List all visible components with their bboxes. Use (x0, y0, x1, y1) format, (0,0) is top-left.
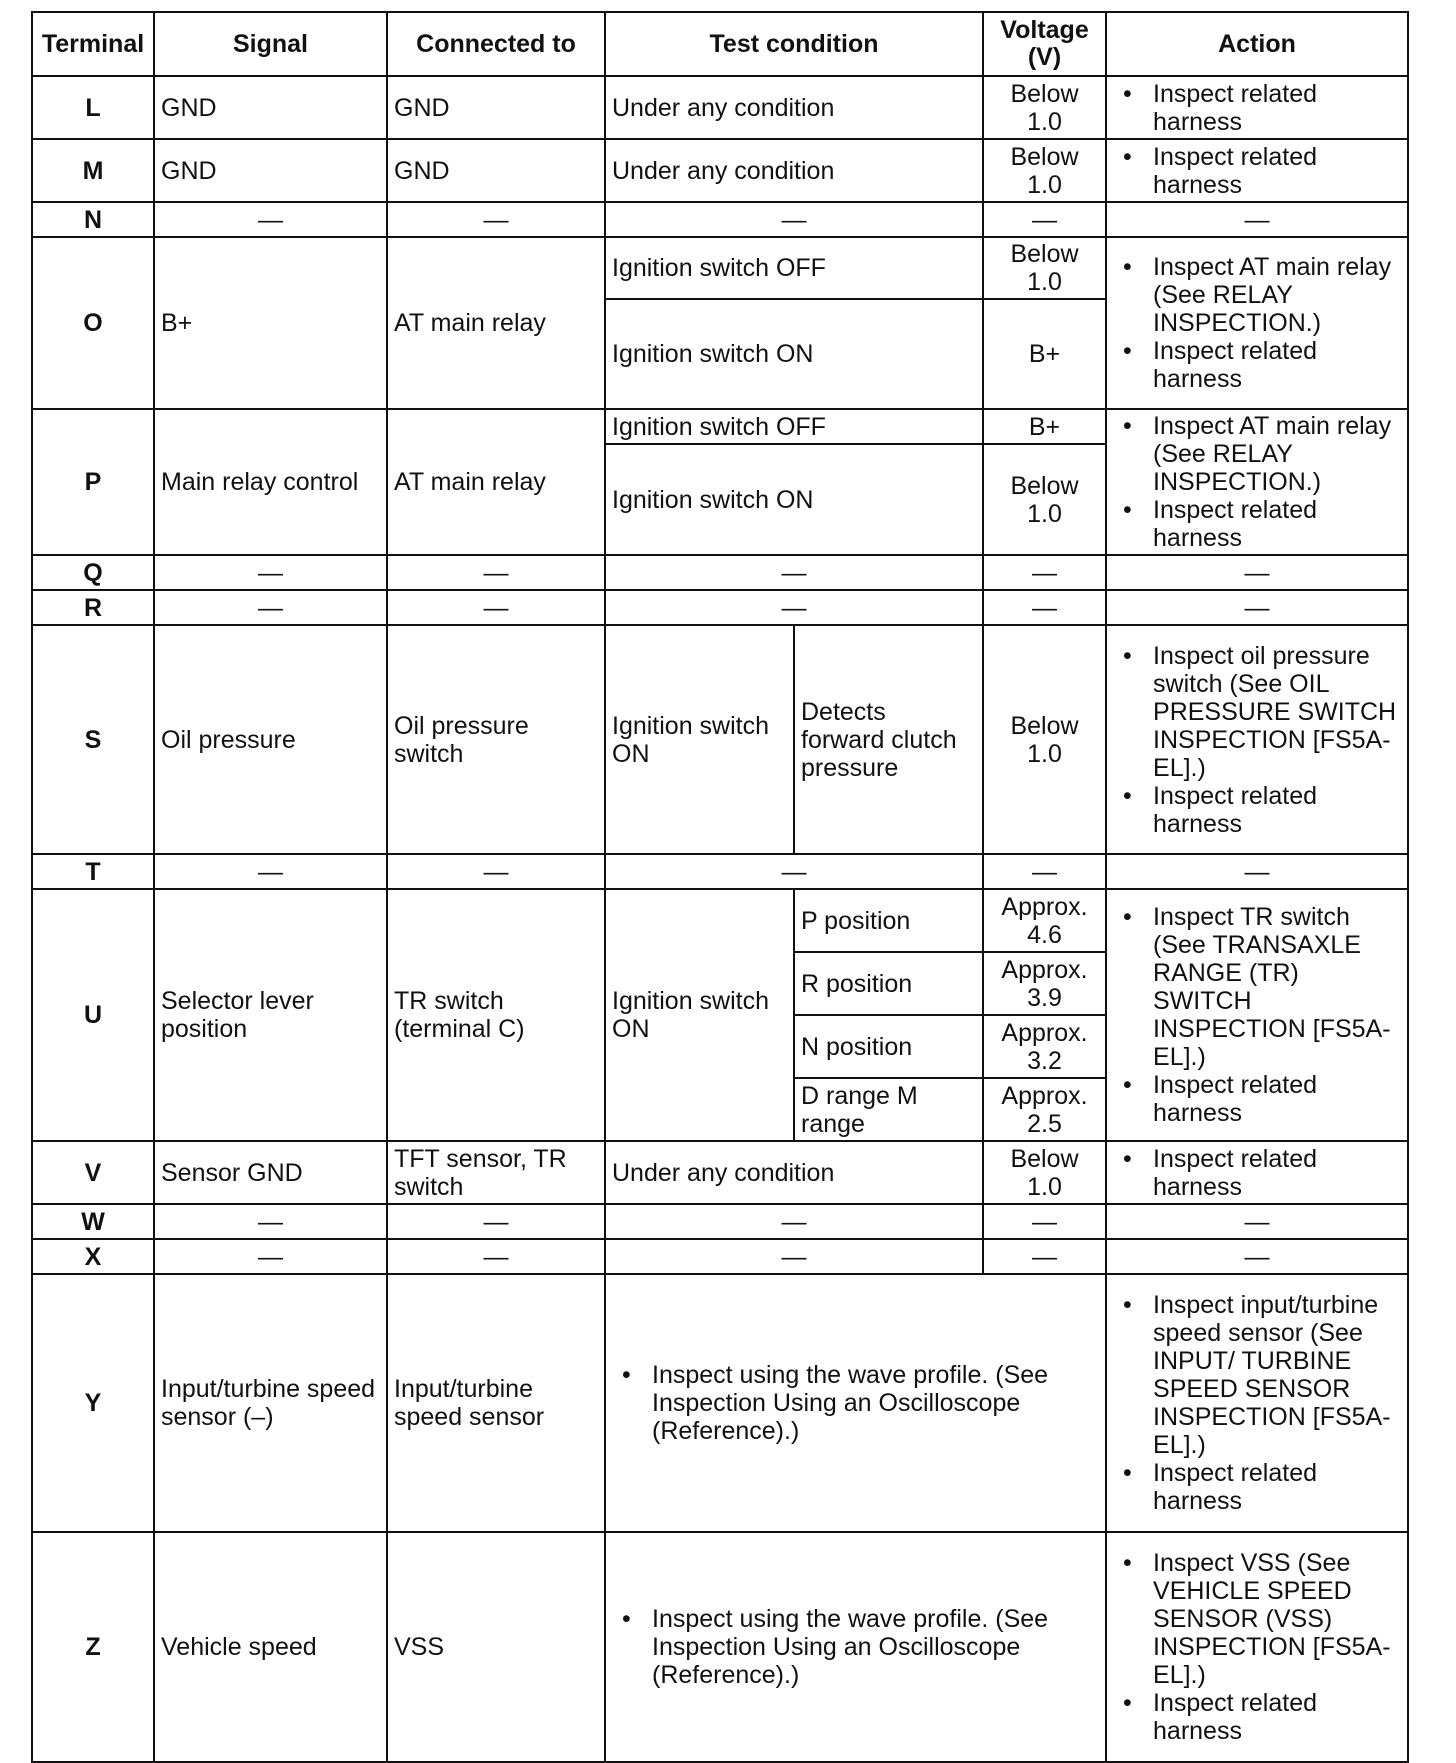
dash-cell: — (387, 202, 605, 237)
dash-cell: — (983, 1204, 1106, 1239)
position-cell: R position (794, 952, 983, 1015)
dash-cell: — (154, 854, 387, 889)
connected-to-cell: Input/turbine speed sensor (387, 1274, 605, 1532)
dash-cell: — (154, 590, 387, 625)
connected-to-cell: GND (387, 139, 605, 202)
dash-cell: — (605, 1239, 983, 1274)
action-item: • Inspect oil pressure switch (See OIL PRESSURE SWITCH INSPECTION [FS5A-EL].) (1113, 642, 1401, 782)
header-voltage: Voltage (V) (983, 12, 1106, 76)
terminal-table (31, 11, 1409, 1763)
dash-cell: — (387, 590, 605, 625)
signal-cell: GND (154, 76, 387, 139)
voltage-cell: Approx. 2.5 (983, 1078, 1106, 1141)
signal-cell: Selector lever position (154, 889, 387, 1141)
dash-cell: — (387, 854, 605, 889)
action-cell (1106, 237, 1408, 409)
table-row (32, 202, 1408, 237)
dash-cell: — (1106, 555, 1408, 590)
wave-inspection-cell (605, 1532, 1106, 1762)
action-item: • Inspect TR switch (See TRANSAXLE RANGE (TR) SWITCH INSPECTION [FS5A-EL].) (1113, 903, 1401, 1071)
terminal-cell: P (32, 409, 154, 555)
connected-to-cell: AT main relay (387, 409, 605, 555)
voltage-cell: B+ (983, 409, 1106, 444)
voltage-cell: Below 1.0 (983, 1141, 1106, 1204)
signal-cell: Sensor GND (154, 1141, 387, 1204)
terminal-cell: N (32, 202, 154, 237)
table-row (32, 76, 1408, 139)
dash-cell: — (605, 1204, 983, 1239)
dash-cell: — (387, 1239, 605, 1274)
connected-to-cell: TFT sensor, TR switch (387, 1141, 605, 1204)
sub-condition-cell: Detects forward clutch pressure (794, 625, 983, 854)
table-row (32, 1274, 1408, 1532)
terminal-cell: Y (32, 1274, 154, 1532)
dash-cell: — (983, 590, 1106, 625)
dash-cell: — (1106, 202, 1408, 237)
dash-cell: — (1106, 854, 1408, 889)
table-row (32, 409, 1408, 444)
dash-cell: — (983, 854, 1106, 889)
action-cell (1106, 76, 1408, 139)
dash-cell: — (605, 202, 983, 237)
test-condition-cell: Ignition switch OFF (605, 409, 983, 444)
terminal-cell: T (32, 854, 154, 889)
signal-cell: GND (154, 139, 387, 202)
signal-cell: Vehicle speed (154, 1532, 387, 1762)
header-row (32, 12, 1408, 76)
position-cell: N position (794, 1015, 983, 1078)
dash-cell: — (154, 1239, 387, 1274)
terminal-cell: Q (32, 555, 154, 590)
dash-cell: — (154, 202, 387, 237)
test-condition-cell: Ignition switch ON (605, 889, 794, 1141)
dash-cell: — (1106, 1239, 1408, 1274)
voltage-cell: Below 1.0 (983, 625, 1106, 854)
test-condition-cell: Under any condition (605, 139, 983, 202)
voltage-cell: Approx. 4.6 (983, 889, 1106, 952)
signal-cell: Main relay control (154, 409, 387, 555)
action-item: • Inspect AT main relay (See RELAY INSPECTION.) (1113, 253, 1401, 337)
terminal-cell: X (32, 1239, 154, 1274)
action-item: • Inspect related harness (1113, 782, 1401, 838)
voltage-cell: Below 1.0 (983, 237, 1106, 299)
action-item: • Inspect related harness (1113, 143, 1401, 199)
table-row (32, 1204, 1408, 1239)
voltage-cell: Approx. 3.9 (983, 952, 1106, 1015)
dash-cell: — (387, 555, 605, 590)
terminal-cell: Z (32, 1532, 154, 1762)
signal-cell: Input/turbine speed sensor (–) (154, 1274, 387, 1532)
table-row (32, 555, 1408, 590)
voltage-cell: Approx. 3.2 (983, 1015, 1106, 1078)
action-cell (1106, 1532, 1408, 1762)
dash-cell: — (605, 555, 983, 590)
action-cell (1106, 1274, 1408, 1532)
action-cell (1106, 889, 1408, 1141)
action-cell (1106, 1141, 1408, 1204)
wave-inspection-cell (605, 1274, 1106, 1532)
voltage-cell: Below 1.0 (983, 76, 1106, 139)
connected-to-cell: VSS (387, 1532, 605, 1762)
table-row (32, 889, 1408, 952)
dash-cell: — (983, 1239, 1106, 1274)
dash-cell: — (983, 202, 1106, 237)
table-row (32, 237, 1408, 299)
header-action: Action (1106, 12, 1408, 76)
terminal-cell: S (32, 625, 154, 854)
table-row (32, 590, 1408, 625)
table-row (32, 1532, 1408, 1762)
voltage-cell: Below 1.0 (983, 139, 1106, 202)
position-cell: P position (794, 889, 983, 952)
terminal-cell: W (32, 1204, 154, 1239)
wave-inspection-item: • Inspect using the wave profile. (See Inspection Using an Oscilloscope (Reference).) (612, 1361, 1099, 1445)
action-item: • Inspect related harness (1113, 1689, 1401, 1745)
action-item: • Inspect related harness (1113, 1459, 1401, 1515)
terminal-cell: L (32, 76, 154, 139)
position-cell: D range M range (794, 1078, 983, 1141)
test-condition-cell: Ignition switch ON (605, 625, 794, 854)
action-item: • Inspect related harness (1113, 1145, 1401, 1201)
signal-cell: Oil pressure (154, 625, 387, 854)
voltage-cell: Below 1.0 (983, 444, 1106, 555)
action-item: • Inspect input/turbine speed sensor (See INPUT/ TURBINE SPEED SENSOR INSPECTION [FS5A-EL].) (1113, 1291, 1401, 1459)
test-condition-cell: Ignition switch ON (605, 299, 983, 409)
terminal-cell: V (32, 1141, 154, 1204)
action-item: • Inspect related harness (1113, 337, 1401, 393)
action-item: • Inspect VSS (See VEHICLE SPEED SENSOR (VSS) INSPECTION [FS5A-EL].) (1113, 1549, 1401, 1689)
dash-cell: — (983, 555, 1106, 590)
terminal-cell: R (32, 590, 154, 625)
connected-to-cell: TR switch (terminal C) (387, 889, 605, 1141)
dash-cell: — (605, 854, 983, 889)
terminal-cell: M (32, 139, 154, 202)
action-item: • Inspect related harness (1113, 80, 1401, 136)
header-terminal: Terminal (32, 12, 154, 76)
header-signal: Signal (154, 12, 387, 76)
dash-cell: — (1106, 1204, 1408, 1239)
terminal-cell: U (32, 889, 154, 1141)
dash-cell: — (387, 1204, 605, 1239)
action-cell (1106, 625, 1408, 854)
dash-cell: — (1106, 590, 1408, 625)
signal-cell: B+ (154, 237, 387, 409)
test-condition-cell: Ignition switch OFF (605, 237, 983, 299)
action-item: • Inspect AT main relay (See RELAY INSPECTION.) (1113, 412, 1401, 496)
header-test-condition: Test condition (605, 12, 983, 76)
connected-to-cell: AT main relay (387, 237, 605, 409)
table-row (32, 139, 1408, 202)
action-item: • Inspect related harness (1113, 496, 1401, 552)
action-item: • Inspect related harness (1113, 1071, 1401, 1127)
terminal-cell: O (32, 237, 154, 409)
connected-to-cell: Oil pressure switch (387, 625, 605, 854)
dash-cell: — (605, 590, 983, 625)
action-cell (1106, 409, 1408, 555)
wave-inspection-item: • Inspect using the wave profile. (See Inspection Using an Oscilloscope (Reference).) (612, 1605, 1099, 1689)
table-row (32, 1141, 1408, 1204)
connected-to-cell: GND (387, 76, 605, 139)
table-row (32, 1239, 1408, 1274)
action-cell (1106, 139, 1408, 202)
dash-cell: — (154, 1204, 387, 1239)
voltage-cell: B+ (983, 299, 1106, 409)
dash-cell: — (154, 555, 387, 590)
test-condition-cell: Under any condition (605, 1141, 983, 1204)
test-condition-cell: Ignition switch ON (605, 444, 983, 555)
table-row (32, 625, 1408, 854)
table-row (32, 854, 1408, 889)
header-connected-to: Connected to (387, 12, 605, 76)
test-condition-cell: Under any condition (605, 76, 983, 139)
